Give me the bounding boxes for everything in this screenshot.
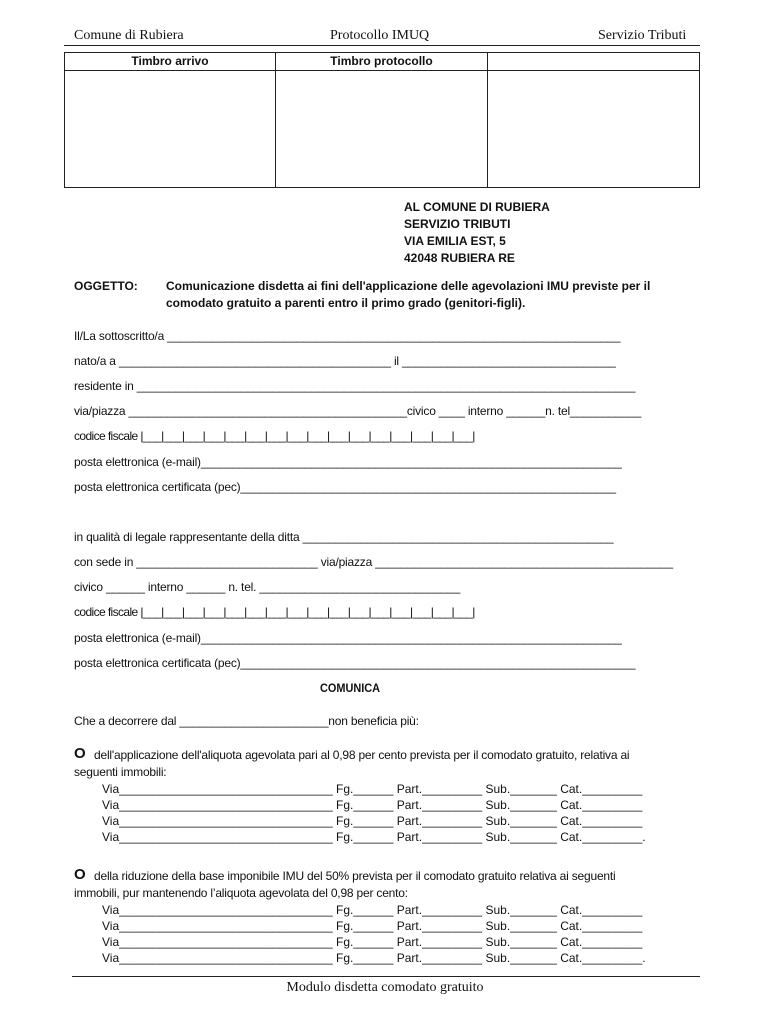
option1-property-row[interactable]: Via________________________________ Fg.______ Part._________ Sub._______ Cat._________ — [102, 798, 643, 812]
field-rappresentante[interactable]: in qualità di legale rappresentante della ditta ________________________________________________ — [74, 530, 614, 544]
field-decorrere[interactable]: Che a decorrere dal _______________________non beneficia più: — [74, 714, 419, 728]
stamp-arrivo-label: Timbro arrivo — [131, 54, 209, 68]
address-line-1: AL COMUNE DI RUBIERA — [404, 200, 550, 214]
field-company-pec[interactable]: posta elettronica certificata (pec)_____________________________________________________________ — [74, 656, 636, 670]
option2-property-row[interactable]: Via________________________________ Fg.______ Part._________ Sub._______ Cat._________. — [102, 951, 646, 965]
stamp-protocollo-cell — [276, 53, 488, 187]
option1-text-line-2: seguenti immobili: — [74, 765, 167, 779]
address-line-4: 42048 RUBIERA RE — [404, 251, 515, 265]
comunica-title: COMUNICA — [320, 681, 381, 695]
header-protocollo: Protocollo IMUQ — [330, 28, 430, 43]
option2-property-list — [102, 902, 646, 966]
option2-property-row[interactable]: Via________________________________ Fg.______ Part._________ Sub._______ Cat._________ — [102, 935, 643, 949]
option1-property-row[interactable]: Via________________________________ Fg.______ Part._________ Sub._______ Cat._________. — [102, 830, 646, 844]
field-email[interactable]: posta elettronica (e-mail)_________________________________________________________________ — [74, 455, 622, 469]
stamp-table — [64, 52, 700, 188]
field-civico[interactable]: civico ______ interno ______ n. tel. _______________________________ — [74, 580, 461, 594]
option1-checkbox[interactable]: O — [74, 745, 86, 762]
subject-line-1: Comunicazione disdetta ai fini dell'applicazione delle agevolazioni IMU previste per il — [166, 279, 651, 293]
option2-property-row[interactable]: Via________________________________ Fg.______ Part._________ Sub._______ Cat._________ — [102, 903, 643, 917]
option2-text-line-2: immobili, pur mantenendo l’aliquota agevolata del 0,98 per cento: — [74, 886, 408, 900]
field-company-codice-fiscale[interactable]: codice fiscale |___|___|___|___|___|___|___|___|___|___|___|___|___|___|___|___| — [74, 605, 475, 619]
footer-text: Modulo disdetta comodato gratuito — [286, 980, 484, 995]
footer-rule — [72, 976, 700, 977]
field-nato[interactable]: nato/a a __________________________________________ il _________________________________ — [74, 354, 616, 368]
option1-property-list — [102, 781, 646, 845]
option2-text-line-1: della riduzione della base imponibile IMU del 50% prevista per il comodato gratuito relativa ai seguenti — [94, 869, 616, 883]
address-line-3: VIA EMILIA EST, 5 — [404, 234, 506, 248]
field-residente[interactable]: residente in _____________________________________________________________________________ — [74, 379, 636, 393]
option1-property-row[interactable]: Via________________________________ Fg.______ Part._________ Sub._______ Cat._________ — [102, 782, 643, 796]
field-sede[interactable]: con sede in ____________________________ via/piazza ______________________________________________ — [74, 555, 674, 569]
subject-label: OGGETTO: — [74, 279, 138, 293]
field-via[interactable]: via/piazza ___________________________________________civico ____ interno ______n. tel___________ — [74, 404, 642, 418]
header-servizio: Servizio Tributi — [598, 28, 687, 43]
field-sottoscritto[interactable]: Il/La sottoscritto/a ______________________________________________________________________ — [74, 329, 621, 343]
field-codice-fiscale[interactable]: codice fiscale |___|___|___|___|___|___|___|___|___|___|___|___|___|___|___|___| — [74, 429, 475, 443]
address-line-2: SERVIZIO TRIBUTI — [404, 217, 511, 231]
stamp-arrivo-cell — [65, 53, 276, 187]
option2-property-row[interactable]: Via________________________________ Fg.______ Part._________ Sub._______ Cat._________ — [102, 919, 643, 933]
stamp-protocollo-label: Timbro protocollo — [330, 54, 433, 68]
field-company-email[interactable]: posta elettronica (e-mail)_________________________________________________________________ — [74, 631, 622, 645]
option1-text-line-1: dell'applicazione dell'aliquota agevolata pari al 0,98 per cento prevista per il comodato gratuito, relativa ai — [94, 748, 630, 762]
option1-property-row[interactable]: Via________________________________ Fg.______ Part._________ Sub._______ Cat._________ — [102, 814, 643, 828]
option2-checkbox[interactable]: O — [74, 866, 86, 883]
header-rule — [64, 45, 700, 46]
header-comune: Comune di Rubiera — [74, 28, 184, 43]
subject-line-2: comodato gratuito a parenti entro il primo grado (genitori-figli). — [166, 296, 526, 310]
field-pec[interactable]: posta elettronica certificata (pec)__________________________________________________________ — [74, 480, 616, 494]
